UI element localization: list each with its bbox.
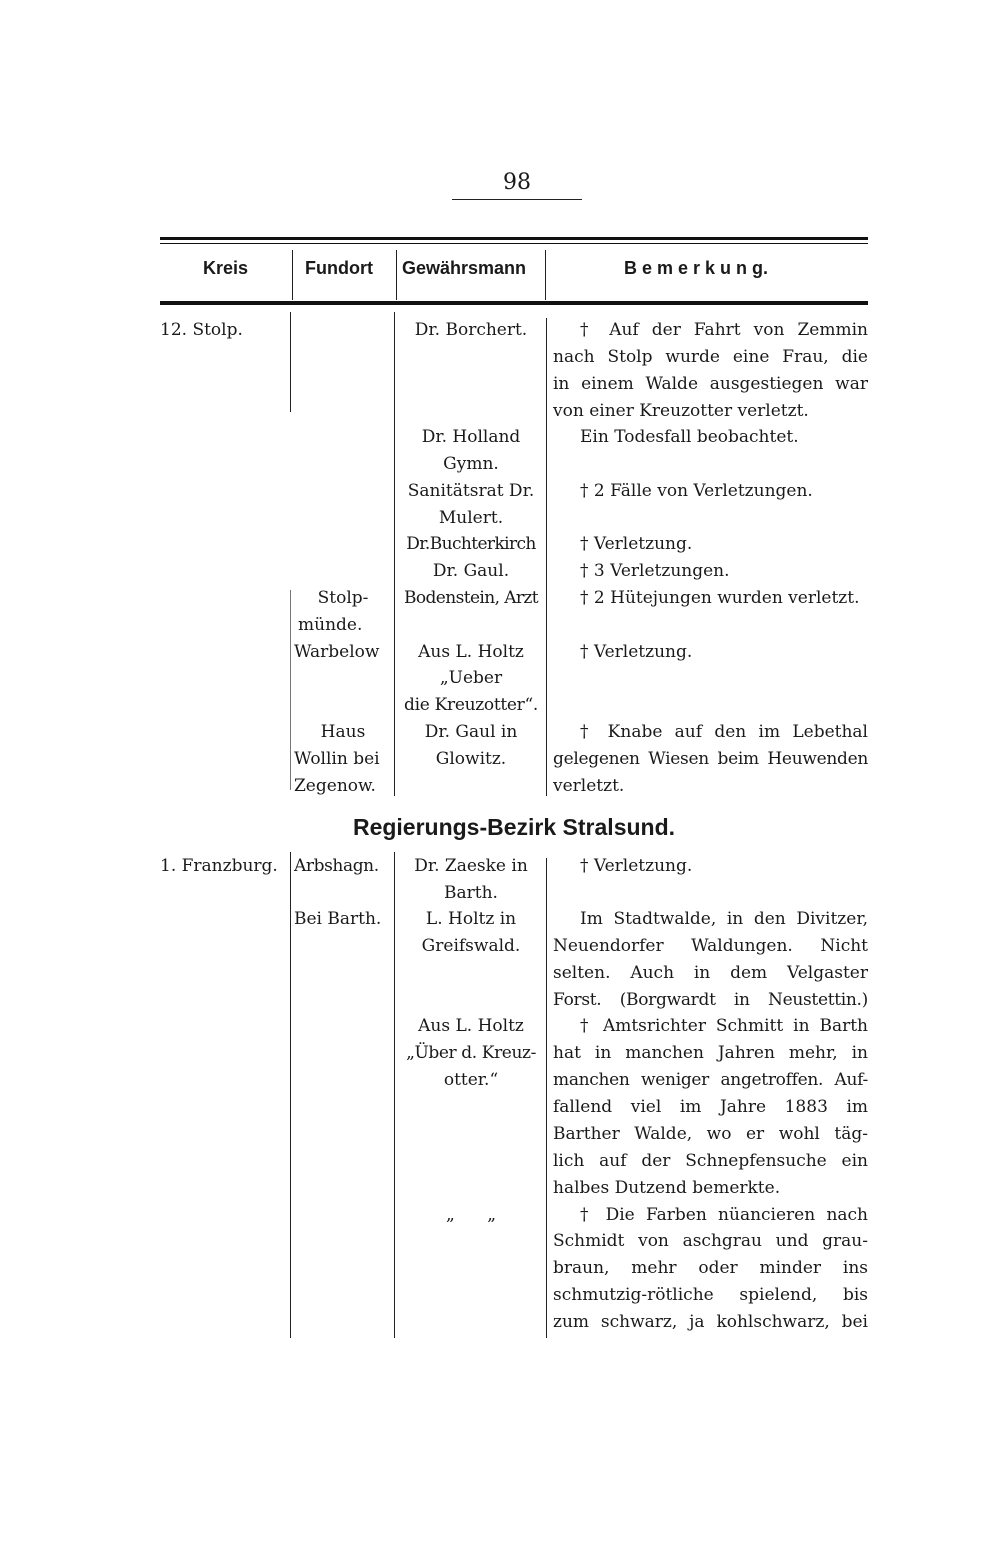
column-divider: [290, 590, 291, 790]
gewaehrsmann-entry: Aus L. Holtz: [418, 642, 524, 662]
bemerkung-line: gelegenen Wiesen beim Heuwenden: [553, 749, 868, 769]
bemerkung-line: Neuendorfer Waldungen. Nicht: [553, 936, 868, 956]
bemerkung-line: schmutzig-rötliche spielend, bis: [553, 1285, 868, 1305]
kreis-label: 1. Franzburg.: [160, 856, 278, 876]
gewaehrsmann-entry: otter.“: [443, 1070, 499, 1090]
fundort-entry: Warbelow: [294, 642, 380, 662]
header-divider: [292, 250, 293, 300]
gewaehrsmann-entry: Dr. Zaeske in: [414, 856, 528, 876]
bemerkung-line: Ein Todesfall beobachtet.: [580, 427, 799, 447]
gewaehrsmann-entry: L. Holtz in: [425, 909, 517, 929]
page-number: 98: [452, 170, 582, 200]
bemerkung-line: zum schwarz, ja kohlschwarz, bei: [553, 1312, 868, 1332]
bemerkung-line: † Amtsrichter Schmitt in Barth: [580, 1016, 868, 1036]
bemerkung-line: Barther Walde, wo er wohl täg-: [553, 1124, 868, 1144]
bemerkung-line: selten. Auch in dem Velgaster: [553, 963, 868, 983]
column-divider: [546, 858, 547, 1338]
fundort-entry: Wollin bei: [294, 749, 380, 769]
bemerkung-line: von einer Kreuzotter verletzt.: [553, 401, 809, 421]
gewaehrsmann-entry: „Über d. Kreuz-: [406, 1043, 536, 1063]
bemerkung-line: hat in manchen Jahren mehr, in: [553, 1043, 868, 1063]
header-divider: [396, 250, 397, 300]
bemerkung-line: † Die Farben nüancieren nach: [580, 1205, 868, 1225]
bemerkung-line: Schmidt von aschgrau und grau-: [553, 1231, 868, 1251]
gewaehrsmann-entry: Sanitätsrat Dr.: [407, 481, 535, 501]
fundort-entry: Bei Barth.: [294, 909, 382, 929]
section-title: Regierungs-Bezirk Stralsund.: [352, 814, 676, 840]
gewaehrsmann-entry: Dr. Holland: [421, 427, 521, 447]
bemerkung-line: fallend viel im Jahre 1883 im: [553, 1097, 868, 1117]
gewaehrsmann-entry: Greifswald.: [421, 936, 521, 956]
header-fundort: Fundort: [305, 258, 373, 278]
gewaehrsmann-entry: „Ueber: [439, 668, 503, 688]
bemerkung-line: nach Stolp wurde eine Frau, die: [553, 347, 868, 367]
gewaehrsmann-entry: Barth.: [444, 883, 498, 903]
gewaehrsmann-entry: Gymn.: [443, 454, 499, 474]
gewaehrsmann-entry: die Kreuzotter“.: [404, 695, 538, 715]
column-divider: [546, 318, 547, 796]
bemerkung-line: † Verletzung.: [580, 856, 693, 876]
bemerkung-line: halbes Dutzend bemerkte.: [553, 1178, 781, 1198]
header-kreis: Kreis: [203, 258, 249, 278]
column-divider: [394, 312, 395, 796]
gewaehrsmann-entry: Aus L. Holtz: [418, 1016, 524, 1036]
gewaehrsmann-entry: Dr. Gaul in: [424, 722, 518, 742]
bemerkung-line: † 3 Verletzungen.: [580, 561, 730, 581]
kreis-label: 12. Stolp.: [160, 320, 243, 340]
bemerkung-line: lich auf der Schnepfensuche ein: [553, 1151, 868, 1171]
fundort-entry: Haus: [320, 722, 366, 742]
header-divider: [545, 250, 546, 300]
column-divider: [290, 312, 291, 412]
bemerkung-line: † Verletzung.: [580, 642, 693, 662]
column-divider: [290, 852, 291, 1338]
fundort-entry: Arbshagn.: [294, 856, 379, 876]
gewaehrsmann-entry: Dr. Gaul.: [432, 561, 510, 581]
bemerkung-line: † 2 Fälle von Verletzungen.: [580, 481, 813, 501]
gewaehrsmann-entry: Glowitz.: [435, 749, 507, 769]
gewaehrsmann-entry: Bodenstein, Arzt: [403, 588, 539, 608]
table-header-rule: [160, 301, 868, 305]
bemerkung-line: in einem Walde ausgestiegen war: [553, 374, 868, 394]
column-divider: [394, 852, 395, 1338]
bemerkung-line: † Auf der Fahrt von Zemmin: [580, 320, 868, 340]
bemerkung-line: Im Stadtwalde, in den Divitzer,: [580, 909, 868, 929]
bemerkung-line: Forst. (Borgwardt in Neustettin.): [553, 990, 868, 1010]
gewaehrsmann-entry: Dr. Borchert.: [414, 320, 528, 340]
gewaehrsmann-entry: „ „: [445, 1205, 497, 1225]
fundort-entry: Zegenow.: [294, 776, 376, 796]
bemerkung-line: † Verletzung.: [580, 534, 693, 554]
fundort-entry: Stolp-: [317, 588, 369, 608]
bemerkung-line: † Knabe auf den im Lebethal: [580, 722, 868, 742]
fundort-entry: münde.: [298, 615, 363, 635]
header-bemerkung: B e m e r k u n g.: [624, 258, 769, 278]
table-top-rule: [160, 237, 868, 240]
gewaehrsmann-entry: Mulert.: [438, 508, 504, 528]
header-gewaehrsmann: Gewährsmann: [402, 258, 527, 278]
bemerkung-line: verletzt.: [553, 776, 625, 796]
bemerkung-line: † 2 Hütejungen wurden verletzt.: [580, 588, 860, 608]
table-top-rule-thin: [160, 243, 868, 244]
bemerkung-line: manchen weniger angetroffen. Auf-: [553, 1070, 868, 1090]
gewaehrsmann-entry: Dr.Buchterkirch: [406, 534, 536, 554]
bemerkung-line: braun, mehr oder minder ins: [553, 1258, 868, 1278]
